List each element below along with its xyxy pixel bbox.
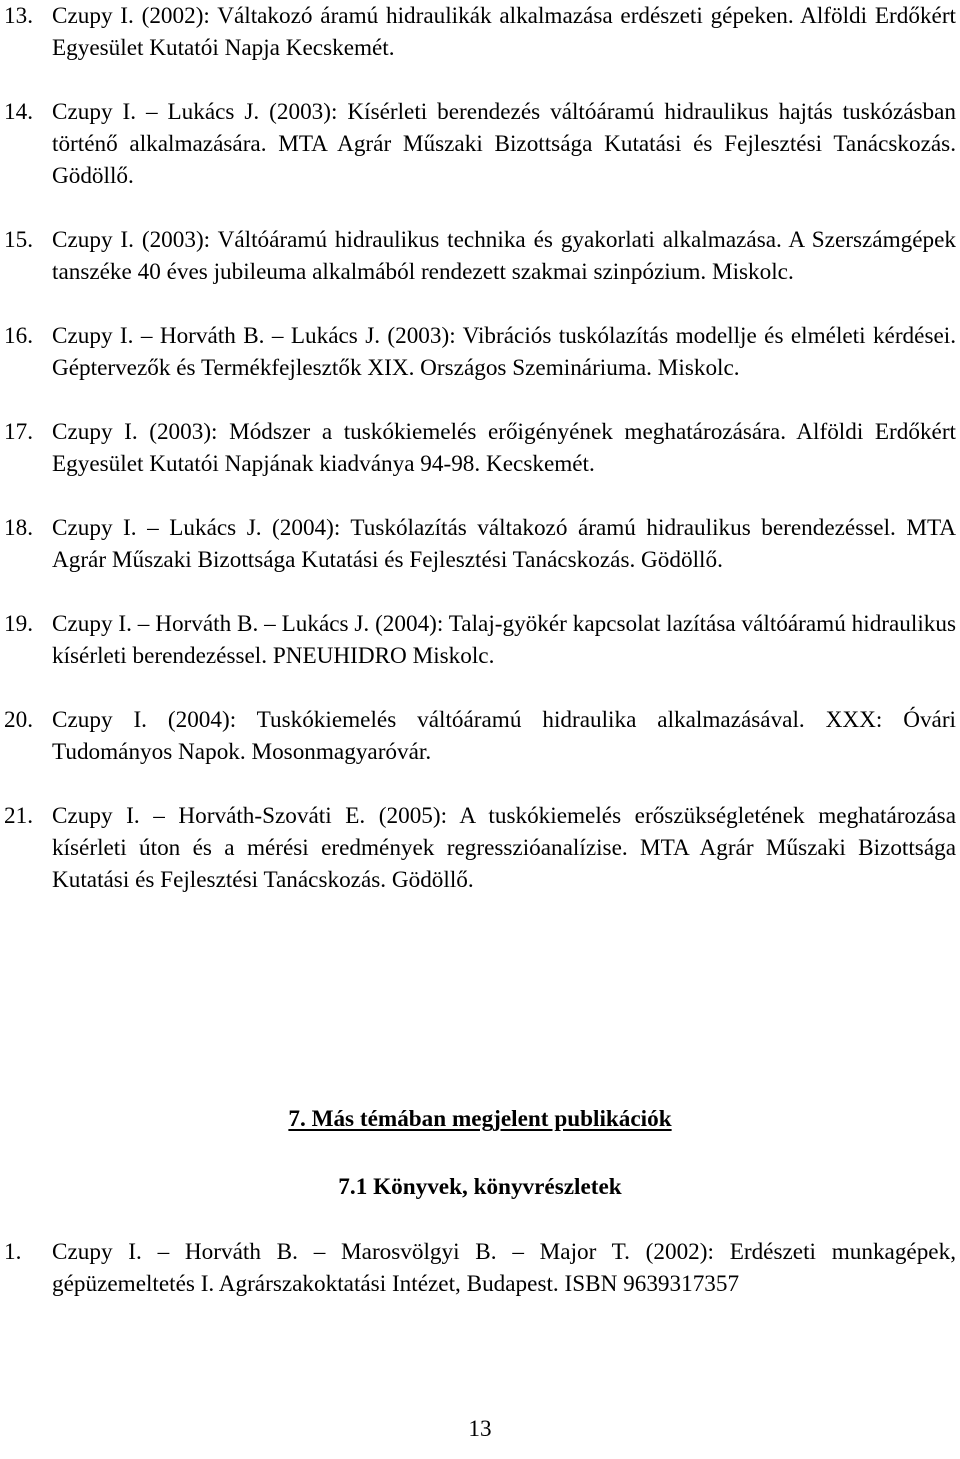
entry-number: 15. <box>4 227 33 253</box>
section-heading-text: 7. Más témában megjelent publikációk <box>288 1106 672 1132</box>
entry-number: 1. <box>4 1239 22 1265</box>
entry-text: Czupy I. – Lukács J. (2004): Tuskólazítás váltakozó áramú hidraulikus berendezéssel. MTA Agrár Műszaki Bizottsága Kutatási és Fejlesztési Tanácskozás. Gödöllő. <box>52 515 956 573</box>
entry-text: Czupy I. – Horváth B. – Lukács J. (2003): Vibrációs tuskólazítás modellje és elméleti kérdései. Géptervezők és Termékfejlesztők XIX. Országos Szemináriuma. Miskolc. <box>52 323 956 381</box>
publication-entry-18 <box>4 512 956 576</box>
book-list <box>4 1236 956 1300</box>
entry-text: Czupy I. – Lukács J. (2003): Kísérleti berendezés váltóáramú hidraulikus hajtás tuskózásban történő alkalmazására. MTA Agrár Műszaki Bizottsága Kutatási és Fejlesztési Tanácskozás. Gödöllő. <box>52 99 956 189</box>
entry-number: 16. <box>4 323 33 349</box>
publication-entry-15 <box>4 224 956 288</box>
publication-entry-13 <box>4 0 956 64</box>
entry-number: 17. <box>4 419 33 445</box>
entry-number: 19. <box>4 611 33 637</box>
publication-entry-21 <box>4 800 956 896</box>
entry-text: Czupy I. – Horváth-Szováti E. (2005): A tuskókiemelés erőszükségletének meghatározása kísérleti úton és a mérési eredmények regresszióanalízise. MTA Agrár Műszaki Bizottsága Kutatási és Fejlesztési Tanácskozás. Gödöllő. <box>52 803 956 893</box>
publication-entry-19 <box>4 608 956 672</box>
entry-number: 21. <box>4 803 33 829</box>
entry-number: 20. <box>4 707 33 733</box>
entry-number: 14. <box>4 99 33 125</box>
section-heading <box>0 1103 960 1135</box>
entry-text: Czupy I. – Horváth B. – Lukács J. (2004): Talaj-gyökér kapcsolat lazítása váltóáramú hidraulikus kísérleti berendezéssel. PNEUHIDRO Miskolc. <box>52 611 956 669</box>
publication-list <box>4 0 956 896</box>
publication-entry-14 <box>4 96 956 192</box>
entry-text: Czupy I. (2003): Váltóáramú hidraulikus technika és gyakorlati alkalmazása. A Szerszámgépek tanszéke 40 éves jubileuma alkalmából rendezett szakmai szinpózium. Miskolc. <box>52 227 956 285</box>
entry-number: 13. <box>4 3 33 29</box>
entry-text: Czupy I. (2003): Módszer a tuskókiemelés erőigényének meghatározására. Alföldi Erdőkért Egyesület Kutatói Napjának kiadványa 94-98. Kecskemét. <box>52 419 956 477</box>
publication-entry-17 <box>4 416 956 480</box>
entry-number: 18. <box>4 515 33 541</box>
book-entry-1 <box>4 1236 956 1300</box>
publication-entry-20 <box>4 704 956 768</box>
entry-text: Czupy I. – Horváth B. – Marosvölgyi B. – Major T. (2002): Erdészeti munkagépek, gépüzemeltetés I. Agrárszakoktatási Intézet, Budapest. ISBN 9639317357 <box>52 1239 956 1297</box>
entry-text: Czupy I. (2002): Váltakozó áramú hidraulikák alkalmazása erdészeti gépeken. Alföldi Erdőkért Egyesület Kutatói Napja Kecskemét. <box>52 3 956 61</box>
publication-entry-16 <box>4 320 956 384</box>
page-number: 13 <box>468 1416 492 1442</box>
entry-text: Czupy I. (2004): Tuskókiemelés váltóáramú hidraulika alkalmazásával. XXX: Óvári Tudományos Napok. Mosonmagyaróvár. <box>52 707 956 765</box>
subsection-heading: 7.1 Könyvek, könyvrészletek <box>338 1174 622 1200</box>
